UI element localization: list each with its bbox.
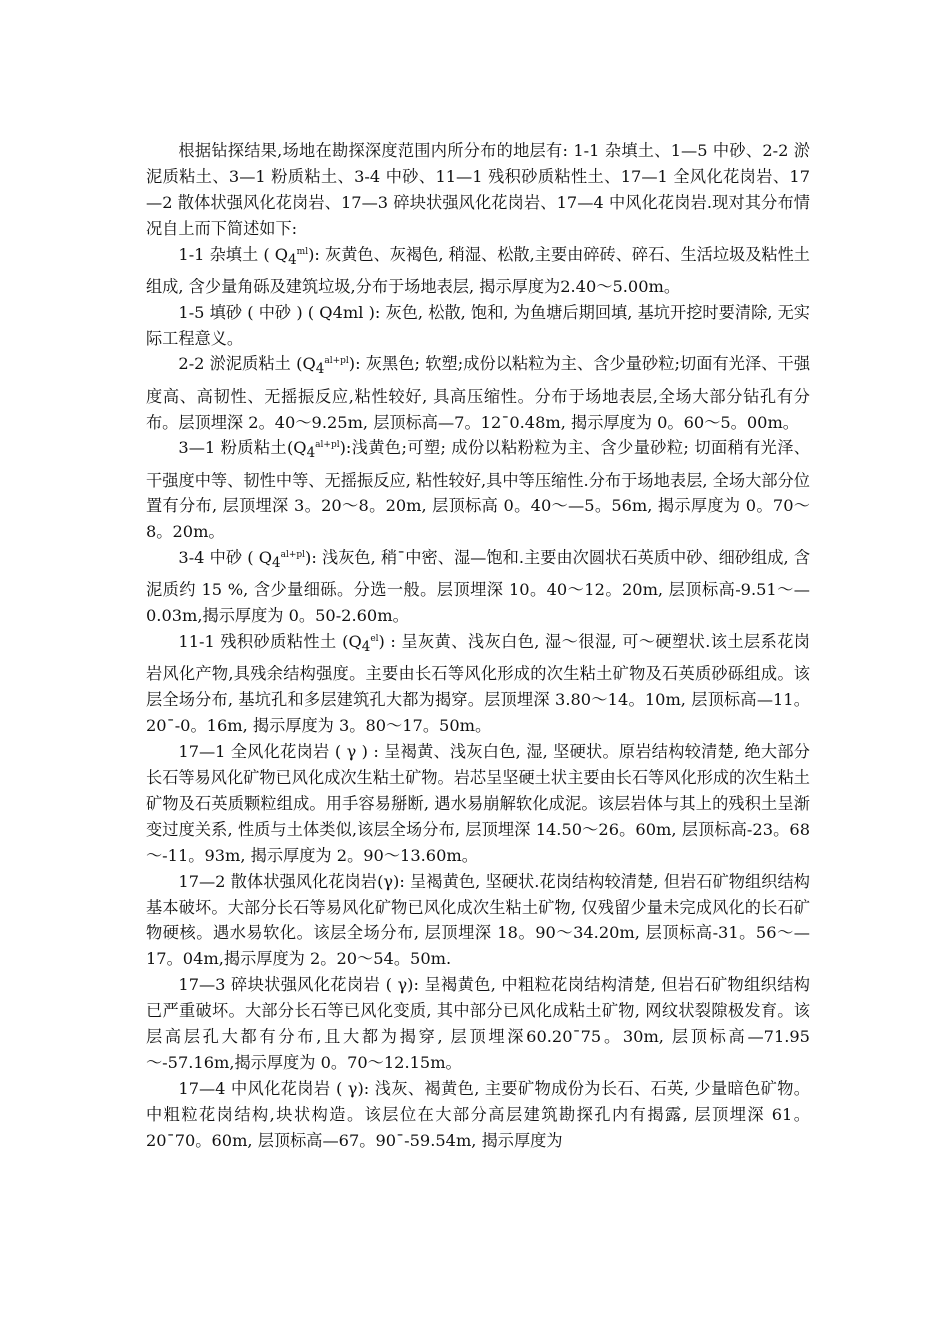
- paragraph-layer-3-1: 3—1 粉质粘土$(Q_4^{al+pl})$:浅黄色;可塑; 成份以粘粉粒为主、含少量砂粒; 切面稍有光泽、干强度中等、韧性中等、无摇振反应, 粘性较好,具中等压缩性.分布于场地表层, 全场大部分位置有分布, 层顶埋深 3。20～8。20m, 层顶标高 0。40～—5。56m, 揭示厚度为 0。70～8。20m。: [146, 438, 810, 542]
- paragraph-intro: 根据钻探结果,场地在勘探深度范围内所分布的地层有: 1-1 杂填土、1—5 中砂、2-2 淤泥质粘土、3—1 粉质粘土、3-4 中砂、11—1 残积砂质粘性土、17—1 全风化花岗岩、17—2 散体状强风化花岗岩、17—3 碎块状强风化花岗岩、17—4 中风化花岗岩.现对其分布情况自上而下简述如下:: [146, 141, 810, 238]
- paragraph-layer-17-1: 17—1 全风化花岗岩 ( γ ) : 呈褐黄、浅灰白色, 湿, 坚硬状。原岩结构较清楚, 绝大部分长石等易风化矿物已风化成次生粘土矿物。岩芯呈坚硬土状主要由长石等风化形成的次生粘土矿物及石英质颗粒组成。用手容易掰断, 遇水易崩解软化成泥。该层岩体与其上的残积土呈渐变过度关系, 性质与土体类似,该层全场分布, 层顶埋深 14.50～26。60m, 层顶标高-23。68～-11。93m, 揭示厚度为 2。90～13.60m。: [146, 742, 810, 865]
- paragraph-layer-1-5: 1-5 填砂 ( 中砂 ) ( Q4ml ): 灰色, 松散, 饱和, 为鱼塘后期回填, 基坑开挖时要清除, 无实际工程意义。: [146, 302, 810, 348]
- paragraph-layer-11-1: 11-1 残积砂质粘性土 $(Q_4^{el})$ : 呈灰黄、浅灰白色, 湿～很湿, 可～硬塑状.该土层系花岗岩风化产物,具残余结构强度。主要由长石等风化形成的次生粘土矿物及石英质砂砾组成。该层全场分布, 基坑孔和多层建筑孔大都为揭穿。层顶埋深 3.80～14。10m, 层顶标高—11。20¯-0。16m, 揭示厚度为 3。80～17。50m。: [146, 632, 810, 736]
- document-body: [146, 138, 810, 1154]
- paragraph-layer-17-4: 17—4 中风化花岗岩 ( γ): 浅灰、褐黄色, 主要矿物成份为长石、石英, 少量暗色矿物。中粗粒花岗结构,块状构造。该层位在大部分高层建筑勘探孔内有揭露, 层顶埋深 61。20¯70。60m, 层顶标高—67。90¯-59.54m, 揭示厚度为: [146, 1078, 810, 1150]
- paragraph-layer-17-2: 17—2 散体状强风化花岗岩(γ): 呈褐黄色, 坚硬状.花岗结构较清楚, 但岩石矿物组织结构基本破坏。大部分长石等易风化矿物已风化成次生粘土矿物, 仅残留少量未完成风化的长石矿物硬核。遇水易软化。该层全场分布, 层顶埋深 18。90～34.20m, 层顶标高-31。56～—17。04m,揭示厚度为 2。20～54。50m.: [146, 871, 810, 969]
- paragraph-layer-3-4: 3-4 中砂 ( $Q_4^{al+pl}$): 浅灰色, 稍¯中密、湿—饱和.主要由次圆状石英质中砂、细砂组成, 含泥质约 15 %, 含少量细砾。分选一般。层顶埋深 10。40～12。20m, 层顶标高-9.51～—0.03m,揭示厚度为 0。50-2.60m。: [146, 548, 811, 626]
- paragraph-layer-1-1: 1-1 杂填土 ( $Q_4^{ml}$): 灰黄色、灰褐色, 稍湿、松散,主要由碎砖、碎石、生活垃圾及粘性土组成, 含少量角砾及建筑垃圾,分布于场地表层, 揭示厚度为2.40～5.00m。: [146, 244, 810, 296]
- paragraph-layer-17-3: 17—3 碎块状强风化花岗岩 ( γ): 呈褐黄色, 中粗粒花岗结构清楚, 但岩石矿物组织结构已严重破坏。大部分长石等已风化变质, 其中部分已风化成粘土矿物, 网纹状裂隙极发育。该层高层孔大都有分布,且大都为揭穿, 层顶埋深60.20¯75。30m, 层顶标高—71.95～-57.16m,揭示厚度为 0。70～12.15m。: [146, 975, 810, 1072]
- paragraph-layer-2-2: 2-2 淤泥质粘土 $(Q_4^{al+pl})$: 灰黑色; 软塑;成份以粘粒为主、含少量砂粒;切面有光泽、干强度高、高韧性、无摇振反应,粘性较好, 具高压缩性。分布于场地表层,全场大部分钻孔有分布。层顶埋深 2。40～9.25m, 层顶标高—7。12¯0.48m, 揭示厚度为 0。60～5。00m。: [146, 354, 811, 432]
